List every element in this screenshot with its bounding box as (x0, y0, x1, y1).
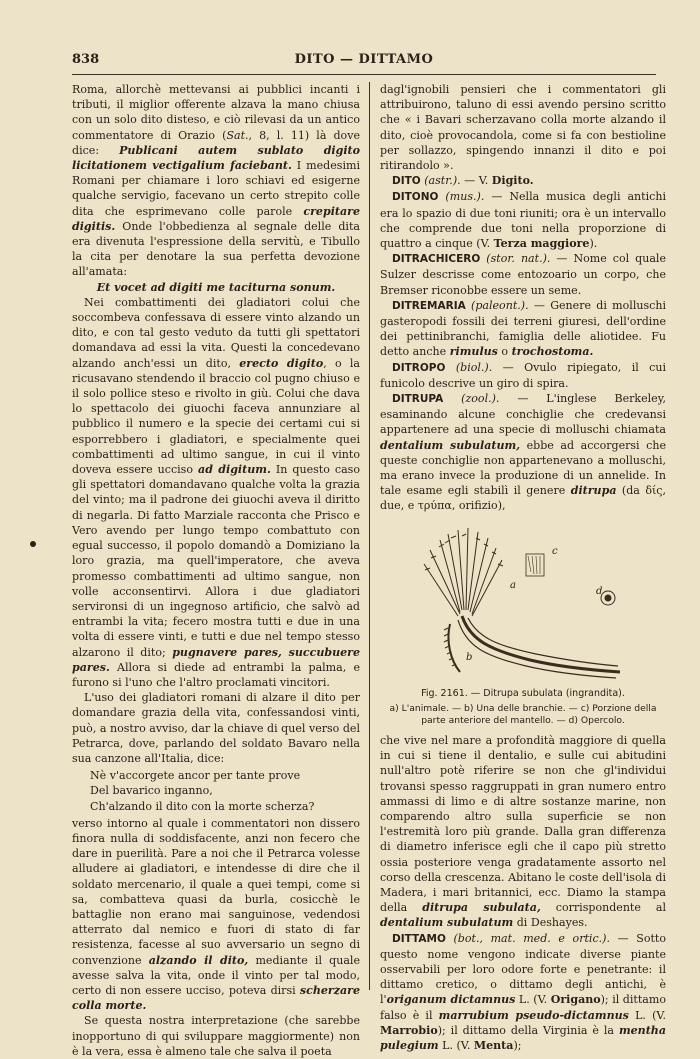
column-divider (369, 82, 370, 990)
entry-ditrupa: DITRUPA (zool.). — L'inglese Berkeley, esaminando alcune conchiglie che credevansi appartenere ad una specie di molluschi chiamata dentalium subulatum, ebbe ad accorgersi che queste conchiglie non appartenevano a molluschi, ma erano invece la produzione di un annelide. In tale esame egli stabilì il genere ditrupa (da δίς, due, e τρύπα, orifizio), (380, 392, 667, 513)
left-column (72, 82, 360, 1059)
entry-ditono: DITONO (mus.). — Nella musica degli antichi era lo spazio di due toni riuniti; ora è un intervallo che comprende due toni nella proporzione di quattro a cinque (V. Terza maggiore). (380, 190, 666, 251)
branchiae-plume (424, 528, 503, 616)
running-head: DITO — DITTAMO (294, 52, 434, 67)
verse-line: Del bavarico inganno, (90, 784, 213, 798)
mantle-portion-c (526, 554, 544, 576)
paragraph: L'uso dei gladiatori romani di alzare il dito per domandare grazia della vita, confessandosi vinti, può, a nostro avviso, dar la chiave di quel verso del Petrarca, dove, parlando del soldato Bavaro nella sua canzone all'Italia, dice: (72, 691, 360, 765)
verse-line: Ch'alzando il dito con la morte scherza? (90, 799, 315, 813)
paragraph: Nei combattimenti dei gladiatori colui che soccombeva confessava di essere vinto alzando un dito, e con tal gesto veduto da tutti gli spettatori domandava ad essi la vita. Questi la concedevano alzando anch'essi un dito, erecto digito, o la ricusavano stendendo il braccio col pugno chiuso e il solo pollice steso e rivolto in giù. Colui che dava lo spettacolo dei giuochi faceva annunziare al pubblico il numero e la specie dei certami cui si esporrebbero i gladiatori, e specialmente quei combattimenti ad ultimo sangue, in cui il vinto doveva essere ucciso ad digitum. In questo caso gli spettatori domandavano qualche volta la grazia del vinto; ma il padrone dei giuochi aveva il diritto di negarla. Di fatto Marziale racconta che Prisco e Vero avendo per lungo tempo combattuto con egual successo, il popolo domandò a Domiziano la loro grazia, ma quell'imperatore, che aveva promesso combattimenti ad ultimo sangue, non volle acconsentirvi. Allora i due gladiatori servironsi di un ingegnoso artificio, che salvò ad entrambi la vita; fecero mostra tutti e due in una volta di essere vinti, e tutti e due nel tempo stesso alzarono il dito; pugnavere pares, succubuere pares. Allora si diede ad entrambi la palma, e furono si l'uno che l'altro proclamati vincitori. (72, 295, 361, 689)
header-rule (72, 74, 656, 75)
paragraph: dagl'ignobili pensieri che i commentatori gli attribuirono, taluno di essi avendo persino scritto che « i Bavari scherzavano colla morte alzando il dito, cioè provocandola, come si fa con bestioline per sollazzo, spingendo innanzi il dito e poi ritirandolo ». (380, 83, 666, 173)
page-header (72, 52, 656, 72)
figure-label-c: c (552, 545, 558, 557)
latin-quote: Et vocet ad digiti me taciturna sonum. (96, 280, 336, 294)
paragraph: Roma, allorchè mettevansi ai pubblici incanti i tributi, il miglior offerente alzava la mano chiusa con un solo dito disteso, e ciò rilevasi da un antico commentatore di Orazio (Sat., 8, l. 11) là dove dice: Publicani autem sublato digito licitationem vectigalium faciebant. I medesimi Romani per chiamare i loro schiavi ed esigerne qualche servigio, facevano un certo strepito colle dita che esprimevano colle parole crepitare digitis. Onde l'obbedienza al segnale delle dita era divenuta l'espressione della servitù, e Tibullo la cita per denotare la sua perfetta devozione all'amata: (72, 83, 361, 279)
margin-mark (30, 541, 36, 547)
entry-dittamo: DITTAMO (bot., mat. med. e ortic.). — Sotto questo nome vengono indicate diverse piante osservabili per loro odore forte e penetrante: il dittamo cretico, o dittamo degli antichi, è l'origanum dictamnus L. (V. Origano); il dittamo falso è il marrubium pseudo-dictamnus L. (V. Marrobio); il dittamo della Virginia è la mentha pulegium L. (V. Menta); (380, 931, 666, 1052)
figure-label-a: a (510, 579, 516, 591)
paragraph: Se questa nostra interpretazione (che sarebbe inopportuno di qui sviluppare maggiormente) non è la vera, essa è almeno tale che salva il poeta (72, 1014, 360, 1058)
entry-ditropo: DITROPO (biol.). — Ovulo ripiegato, il cui funicolo descrive un giro di spira. (380, 360, 666, 390)
figure-legend: a) L'animale. — b) Una delle branchie. — c) Porzione della parte anteriore del mantello. — d) Opercolo. (389, 702, 657, 726)
entry-dito: DITO (astr.). — V. Digito. (392, 174, 534, 188)
ditrupa-illustration (380, 520, 666, 684)
verse-line: Nè v'accorgete ancor per tante prove (90, 769, 301, 783)
figure-caption: Fig. 2161. — Ditrupa subulata (ingrandita). (421, 687, 625, 699)
page-number: 838 (72, 52, 100, 67)
right-column (380, 82, 666, 1053)
paragraph: che vive nel mare a profondità maggiore di quella in cui si tiene il dentalio, e sulle cui abitudini null'altro potè riferire se non che gl'individui trovansi spesso raggruppati in gran numero entro ammassi di limo e di altre sostanze marine, non comparendo altro sulla superficie se non l'estremità loro più grande. Dalla gran differenza di diametro inferisce egli che il capo più stretto ossia posteriore venga gradatamente assorto nel corso della crescenza. Abitano le coste dell'isola di Madera, i mari britannici, ecc. Diamo la stampa della ditrupa subulata, corrispondente al dentalium subulatum di Deshayes. (380, 733, 667, 930)
verse-quote (72, 768, 360, 814)
figure-label-d: d (596, 585, 603, 597)
entry-ditrachicero: DITRACHICERO (stor. nat.). — Nome col quale Sulzer descrisse come entozoario un corpo, che Bremser riconobbe essere un seme. (380, 252, 667, 297)
figure-label-b: b (466, 651, 473, 663)
entry-ditremaria: DITREMARIA (paleont.). — Genere di molluschi gasteropodi fossili dei terreni giuresi, dell'ordine dei pettinibranchi, famiglia delle aliotidee. Fu detto anche rimulus o trochostoma. (380, 298, 666, 359)
figure-ditrupa (380, 520, 666, 684)
paragraph: verso intorno al quale i commentatori non dissero finora nulla di soddisfacente, anzi non fecero che dare in puerilità. Pare a noi che il Petrarca volesse alludere ai gladiatori, e intendesse di dire che il soldato mercenario, il quale a quei tempi, come si sa, combatteva quasi da burla, cosicchè le battaglie non erano mai sanguinose, vedendosi atterrato dal nemico e fuori di stato di far resistenza, facesse al suo avversario un segno di convenzione alzando il dito, mediante il quale avesse salva la vita, onde il vinto per tal modo, certo di non essere ucciso, poteva dirsi scherzare colla morte. (72, 816, 361, 1013)
